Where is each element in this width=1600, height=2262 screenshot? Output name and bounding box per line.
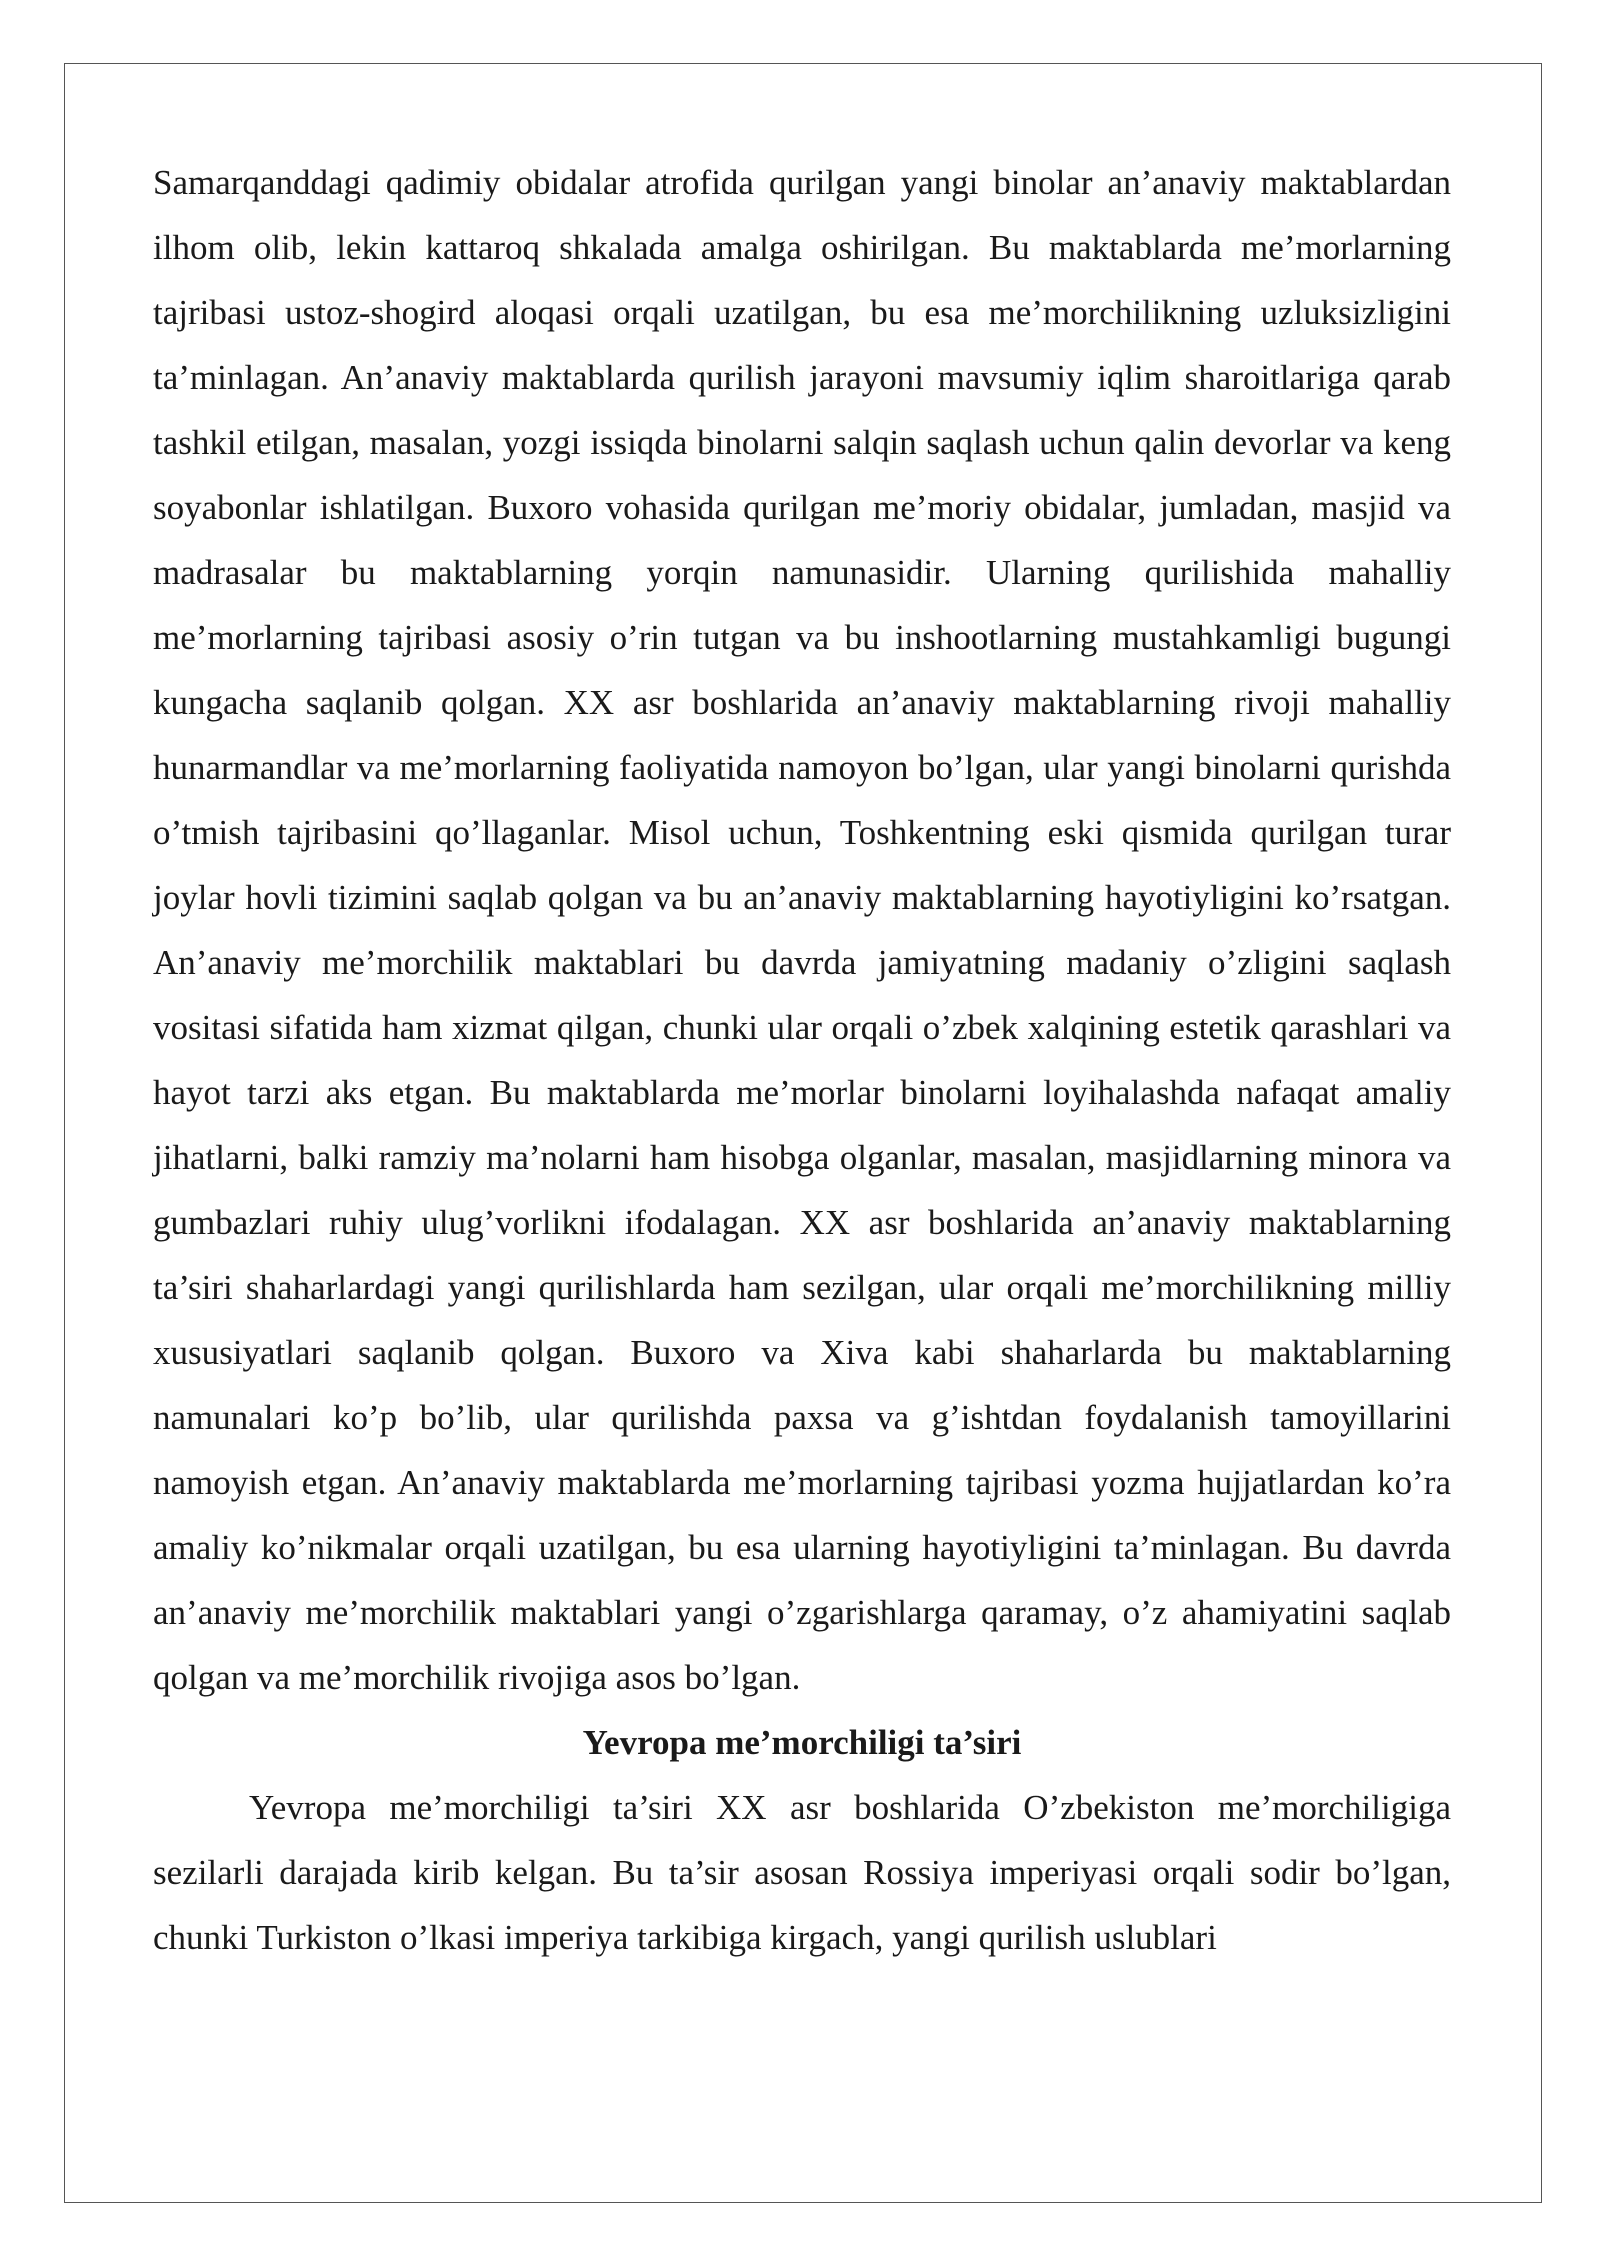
document-body <box>153 150 1451 1970</box>
body-paragraph: Samarqanddagi qadimiy obidalar atrofida qurilgan yangi binolar an’anaviy maktablardan ilhom olib, lekin kattaroq shkalada amalga oshirilgan. Bu maktablarda me’morlarning tajribasi ustoz-shogird aloqasi orqali uzatilgan, bu esa me’morchilikning uzluksizligini ta’minlagan. An’anaviy maktablarda qurilish jarayoni mavsumiy iqlim sharoitlariga qarab tashkil etilgan, masalan, yozgi issiqda binolarni salqin saqlash uchun qalin devorlar va keng soyabonlar ishlatilgan. Buxoro vohasida qurilgan me’moriy obidalar, jumladan, masjid va madrasalar bu maktablarning yorqin namunasidir. Ularning qurilishida mahalliy me’morlarning tajribasi asosiy o’rin tutgan va bu inshootlarning mustahkamligi bugungi kungacha saqlanib qolgan. XX asr boshlarida an’anaviy maktablarning rivoji mahalliy hunarmandlar va me’morlarning faoliyatida namoyon bo’lgan, ular yangi binolarni qurishda o’tmish tajribasini qo’llaganlar. Misol uchun, Toshkentning eski qismida qurilgan turar joylar hovli tizimini saqlab qolgan va bu an’anaviy maktablarning hayotiyligini ko’rsatgan. An’anaviy me’morchilik maktablari bu davrda jamiyatning madaniy o’zligini saqlash vositasi sifatida ham xizmat qilgan, chunki ular orqali o’zbek xalqining estetik qarashlari va hayot tarzi aks etgan. Bu maktablarda me’morlar binolarni loyihalashda nafaqat amaliy jihatlarni, balki ramziy ma’nolarni ham hisobga olganlar, masalan, masjidlarning minora va gumbazlari ruhiy ulug’vorlikni ifodalagan. XX asr boshlarida an’anaviy maktablarning ta’siri shaharlardagi yangi qurilishlarda ham sezilgan, ular orqali me’morchilikning milliy xususiyatlari saqlanib qolgan. Buxoro va Xiva kabi shaharlarda bu maktablarning namunalari ko’p bo’lib, ular qurilishda paxsa va g’ishtdan foydalanish tamoyillarini namoyish etgan. An’anaviy maktablarda me’morlarning tajribasi yozma hujjatlardan ko’ra amaliy ko’nikmalar orqali uzatilgan, bu esa ularning hayotiyligini ta’minlagan. Bu davrda an’anaviy me’morchilik maktablari yangi o’zgarishlarga qaramay, o’z ahamiyatini saqlab qolgan va me’morchilik rivojiga asos bo’lgan. <box>153 163 1451 1697</box>
section-heading: Yevropa me’morchiligi ta’siri <box>582 1723 1022 1762</box>
body-paragraph: Yevropa me’morchiligi ta’siri XX asr boshlarida O’zbekiston me’morchiligiga sezilarli darajada kirib kelgan. Bu ta’sir asosan Rossiya imperiyasi orqali sodir bo’lgan, chunki Turkiston o’lkasi imperiya tarkibiga kirgach, yangi qurilish uslublari <box>153 1788 1451 1957</box>
